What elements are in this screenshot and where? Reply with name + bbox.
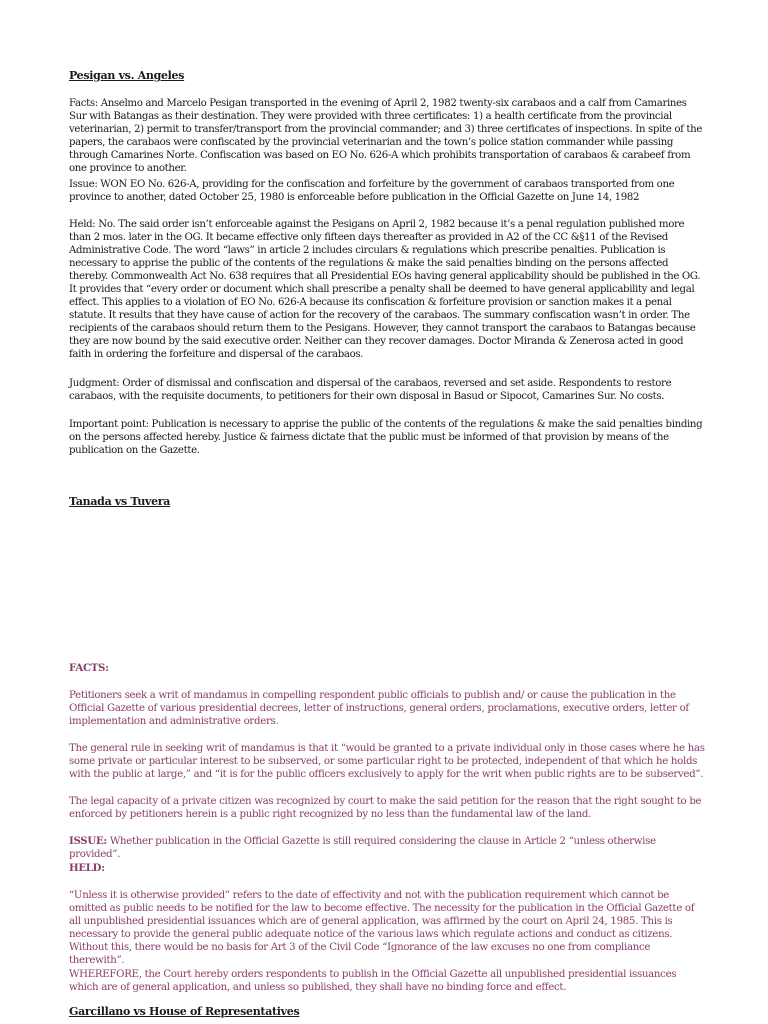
pesigan-held	[69, 218, 705, 361]
tanada-issue	[69, 835, 705, 861]
pesigan-issue	[69, 178, 705, 204]
tanada-facts-1	[69, 689, 705, 728]
paragraph	[69, 835, 705, 861]
paragraph: WHEREFORE, the Court hereby orders respondents to publish in the Official Gazette all unpublished presidential issuances which are of general application, and unless so published, they shall have no binding force and effect.	[69, 969, 677, 993]
paragraph: The legal capacity of a private citizen was recognized by court to make the said petition for the reason that the right sought to be enforced by petitioners herein is a public right recognized by no less than the fundamental law of the land.	[69, 796, 702, 820]
section-heading: HELD:	[69, 862, 105, 874]
case-title-tanada: Tanada vs Tuvera	[69, 495, 171, 508]
tanada-held-2	[69, 968, 705, 994]
pesigan-important-point	[69, 418, 705, 457]
case-title-garcillano: Garcillano vs House of Representatives	[69, 1005, 300, 1018]
tanada-facts-3	[69, 795, 705, 821]
section-heading: FACTS:	[69, 662, 109, 674]
paragraph: Important point: Publication is necessary to apprise the public of the contents of the regulations & make the said penalties binding on the persons affected hereby. Justice & fairness dictate that the public must be informed of that provision by means of the publication on the Gazette.	[69, 419, 703, 456]
pesigan-facts	[69, 97, 705, 175]
pesigan-judgment	[69, 377, 705, 403]
tanada-facts-2	[69, 742, 705, 781]
paragraph: “Unless it is otherwise provided” refers to the date of effectivity and not with the publication requirement which cannot be omitted as public needs to be notified for the law to become effective. The necessity for the publication in the Official Gazette of all unpublished presidential issuances which are of general application, was affirmed by the court on April 24, 1985. This is necessary to provide the general public adequate notice of the various laws which regulate actions and conduct as citizens. Without this, there would be no basis for Art 3 of the Civil Code “Ignorance of the law excuses no one from compliance therewith”.	[69, 890, 695, 966]
tanada-facts-heading	[69, 662, 705, 675]
paragraph: Held: No. The said order isn’t enforceable against the Pesigans on April 2, 1982 because it’s a penal regulation published more than 2 mos. later in the OG. It became effective only fifteen days thereafter as provided in A2 of the CC &§11 of the Revised Administrative Code. The word “laws” in article 2 includes circulars & regulations which prescribe penalties. Publication is necessary to apprise the public of the contents of the regulations & make the said penalties binding on the persons affected thereby. Commonwealth Act No. 638 requires that all Presidential EOs having general applicability should be published in the OG. It provides that “every order or document which shall prescribe a penalty shall be deemed to have general applicability and legal effect. This applies to a violation of EO No. 626-A because its confiscation & forfeiture provision or sanction makes it a penal statute. It results that they have cause of action for the recovery of the carabaos. The summary confiscation wasn’t in order. The recipients of the carabaos should return them to the Pesigans. However, they cannot transport the carabaos to Batangas because they are now bound by the said executive order. Neither can they recover damages. Doctor Miranda & Zenerosa acted in good faith in ordering the forfeiture and dispersal of the carabaos.	[69, 219, 701, 360]
paragraph: The general rule in seeking writ of mandamus is that it “would be granted to a private individual only in those cases where he has some private or particular interest to be subserved, or some particular right to be protected, independent of that which he holds with the public at large,” and “it is for the public officers exclusively to apply for the writ when public rights are to be subserved”.	[69, 743, 705, 780]
paragraph: Petitioners seek a writ of mandamus in compelling respondent public officials to publish and/ or cause the publication in the Official Gazette of various presidential decrees, letter of instructions, general orders, proclamations, executive orders, letter of implementation and administrative orders.	[69, 690, 689, 727]
case-title-pesigan: Pesigan vs. Angeles	[69, 69, 185, 82]
paragraph: Judgment: Order of dismissal and confiscation and dispersal of the carabaos, reversed and set aside. Respondents to restore carabaos, with the requisite documents, to petitioners for their own disposal in Basud or Sipocot, Camarines Sur. No costs.	[69, 378, 672, 402]
tanada-held-heading	[69, 862, 705, 875]
issue-text: Whether publication in the Official Gazette is still required considering the clause in Article 2 “unless otherwise provided”.	[69, 836, 656, 860]
issue-label: ISSUE:	[69, 835, 107, 847]
tanada-held-1	[69, 889, 705, 967]
paragraph: Facts: Anselmo and Marcelo Pesigan transported in the evening of April 2, 1982 twenty-six carabaos and a calf from Camarines Sur with Batangas as their destination. They were provided with three certificates: 1) a health certificate from the provincial veterinarian, 2) permit to transfer/transport from the provincial commander; and 3) three certificates of inspections. In spite of the papers, the carabaos were confiscated by the provincial veterinarian and the town’s police station commander while passing through Camarines Norte. Confiscation was based on EO No. 626-A which prohibits transportation of carabaos & carabeef from one province to another.	[69, 98, 703, 174]
paragraph: Issue: WON EO No. 626-A, providing for the confiscation and forfeiture by the government of carabaos transported from one province to another, dated October 25, 1980 is enforceable before publication in the Official Gazette on June 14, 1982	[69, 179, 675, 203]
